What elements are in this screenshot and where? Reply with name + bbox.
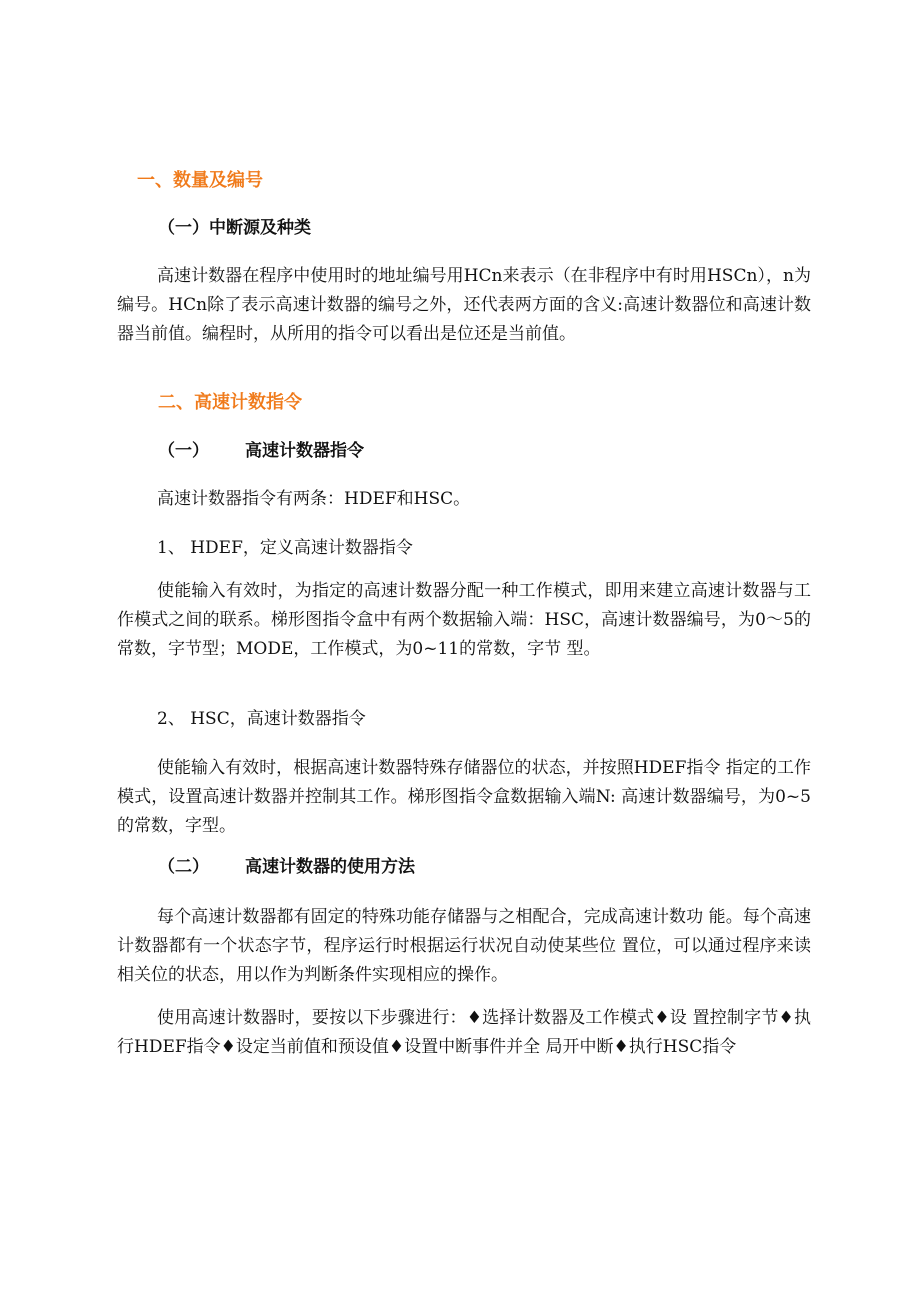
section-2-subheading-2	[158, 856, 415, 878]
paragraph-usage-steps: 使用高速计数器时，要按以下步骤进行：♦选择计数器及工作模式♦设 置控制字节♦执行HDEF指令♦设定当前值和预设值♦设置中断事件并全 局开中断♦执行HSC指令	[117, 1008, 811, 1057]
paragraph-instruction-intro: 高速计数器指令有两条：HDEF和HSC。	[157, 489, 471, 509]
subheading-text: 高速计数器的使用方法	[245, 857, 415, 877]
section-1-heading: 一、数量及编号	[137, 170, 263, 191]
item-2-title: 2、 HSC，高速计数器指令	[157, 709, 366, 729]
section-2-heading: 二、高速计数指令	[158, 392, 302, 413]
paragraph-hsc-description: 使能输入有效时，根据高速计数器特殊存储器位的状态，并按照HDEF指令 指定的工作模式，设置高速计数器并控制其工作。梯形图指令盒数据输入端N: 高速计数器编号，为0~5的常数，字型。	[117, 758, 811, 836]
subheading-text: 高速计数器指令	[245, 441, 364, 461]
section-1-subheading-1: （一）中断源及种类	[158, 218, 311, 238]
subheading-number: （二）	[158, 857, 209, 877]
item-1-title: 1、 HDEF，定义高速计数器指令	[157, 538, 413, 558]
paragraph-usage-method: 每个高速计数器都有固定的特殊功能存储器与之相配合，完成高速计数功 能。每个高速计数器都有一个状态字节，程序运行时根据运行状况自动使某些位 置位，可以通过程序来读相关位的状态，用以作为判断条件实现相应的操作。	[117, 907, 811, 985]
paragraph-hdef-description: 使能输入有效时，为指定的高速计数器分配一种工作模式，即用来建立高速计数器与工作模式之间的联系。梯形图指令盒中有两个数据输入端：HSC，高速计数器编号，为0～5的常数，字节型；MODE，工作模式，为0~11的常数，字节 型。	[117, 581, 811, 659]
subheading-number: （一）	[158, 441, 209, 461]
paragraph-hcn-address: 高速计数器在程序中使用时的地址编号用HCn来表示（在非程序中有时用HSCn），n为编号。HCn除了表示高速计数器的编号之外，还代表两方面的含义:高速计数器位和高速计数器当前值。编程时，从所用的指令可以看出是位还是当前值。	[117, 266, 811, 344]
section-2-subheading-1	[158, 440, 364, 462]
